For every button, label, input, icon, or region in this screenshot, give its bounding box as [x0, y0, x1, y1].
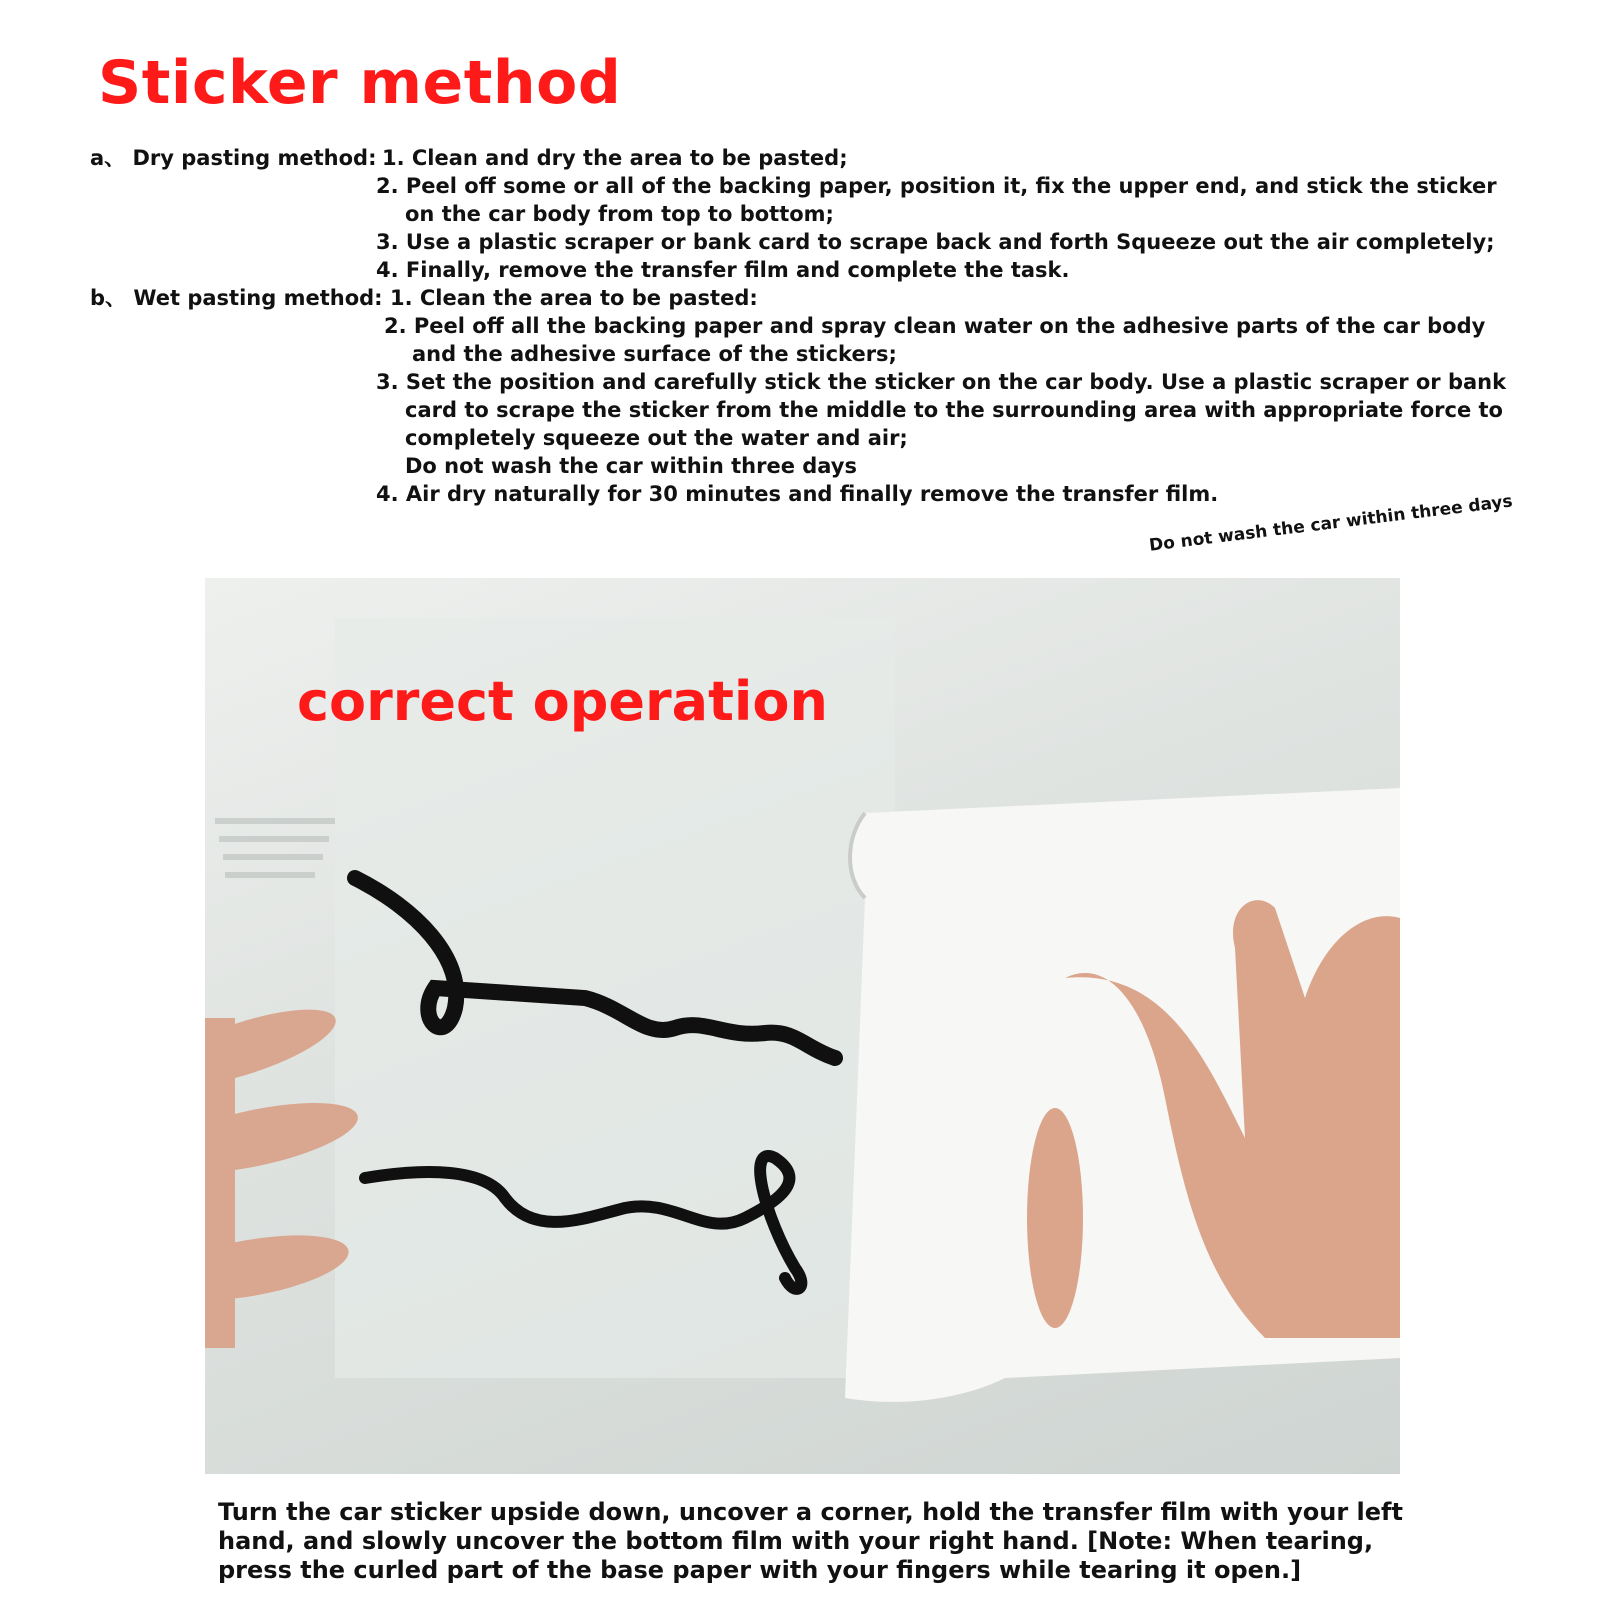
wet-step: and the adhesive surface of the stickers; [412, 342, 897, 366]
wet-step: 3. Set the position and carefully stick the sticker on the car body. Use a plastic scraper or bank [376, 370, 1507, 394]
dry-step: 4. Finally, remove the transfer film and complete the task. [376, 258, 1070, 282]
backing-print-marks [215, 818, 335, 878]
caption-line: hand, and slowly uncover the bottom film with your right hand. [Note: When tearing, [218, 1527, 1374, 1555]
wet-step: 1. Clean the area to be pasted: [390, 286, 758, 310]
correct-operation-label: correct operation [297, 670, 828, 733]
dry-step: on the car body from top to bottom; [405, 202, 834, 226]
photo-caption [218, 1498, 1468, 1585]
wet-step: card to scrape the sticker from the middle to the surrounding area with appropriate force to [405, 398, 1503, 422]
wash-warning-note: Do not wash the car within three days [1148, 491, 1514, 556]
wet-step: 2. Peel off all the backing paper and spray clean water on the adhesive parts of the car body [384, 314, 1486, 338]
instruction-photo [205, 578, 1400, 1474]
page-title: Sticker method [98, 48, 622, 118]
wet-step: Do not wash the car within three days [405, 454, 857, 478]
dry-method-label: a、 Dry pasting method: [90, 146, 377, 170]
dry-step: 2. Peel off some or all of the backing paper, position it, fix the upper end, and stick the sticker [376, 174, 1497, 198]
caption-line: Turn the car sticker upside down, uncover a corner, hold the transfer film with your left [218, 1498, 1403, 1526]
dry-step: 1. Clean and dry the area to be pasted; [382, 146, 848, 170]
wet-step: completely squeeze out the water and air; [405, 426, 908, 450]
wet-method-label: b、 Wet pasting method: [90, 286, 383, 310]
wet-step: 4. Air dry naturally for 30 minutes and finally remove the transfer film. [376, 482, 1219, 506]
caption-line: press the curled part of the base paper with your fingers while tearing it open.] [218, 1556, 1302, 1584]
dry-step: 3. Use a plastic scraper or bank card to scrape back and forth Squeeze out the air completely; [376, 230, 1495, 254]
